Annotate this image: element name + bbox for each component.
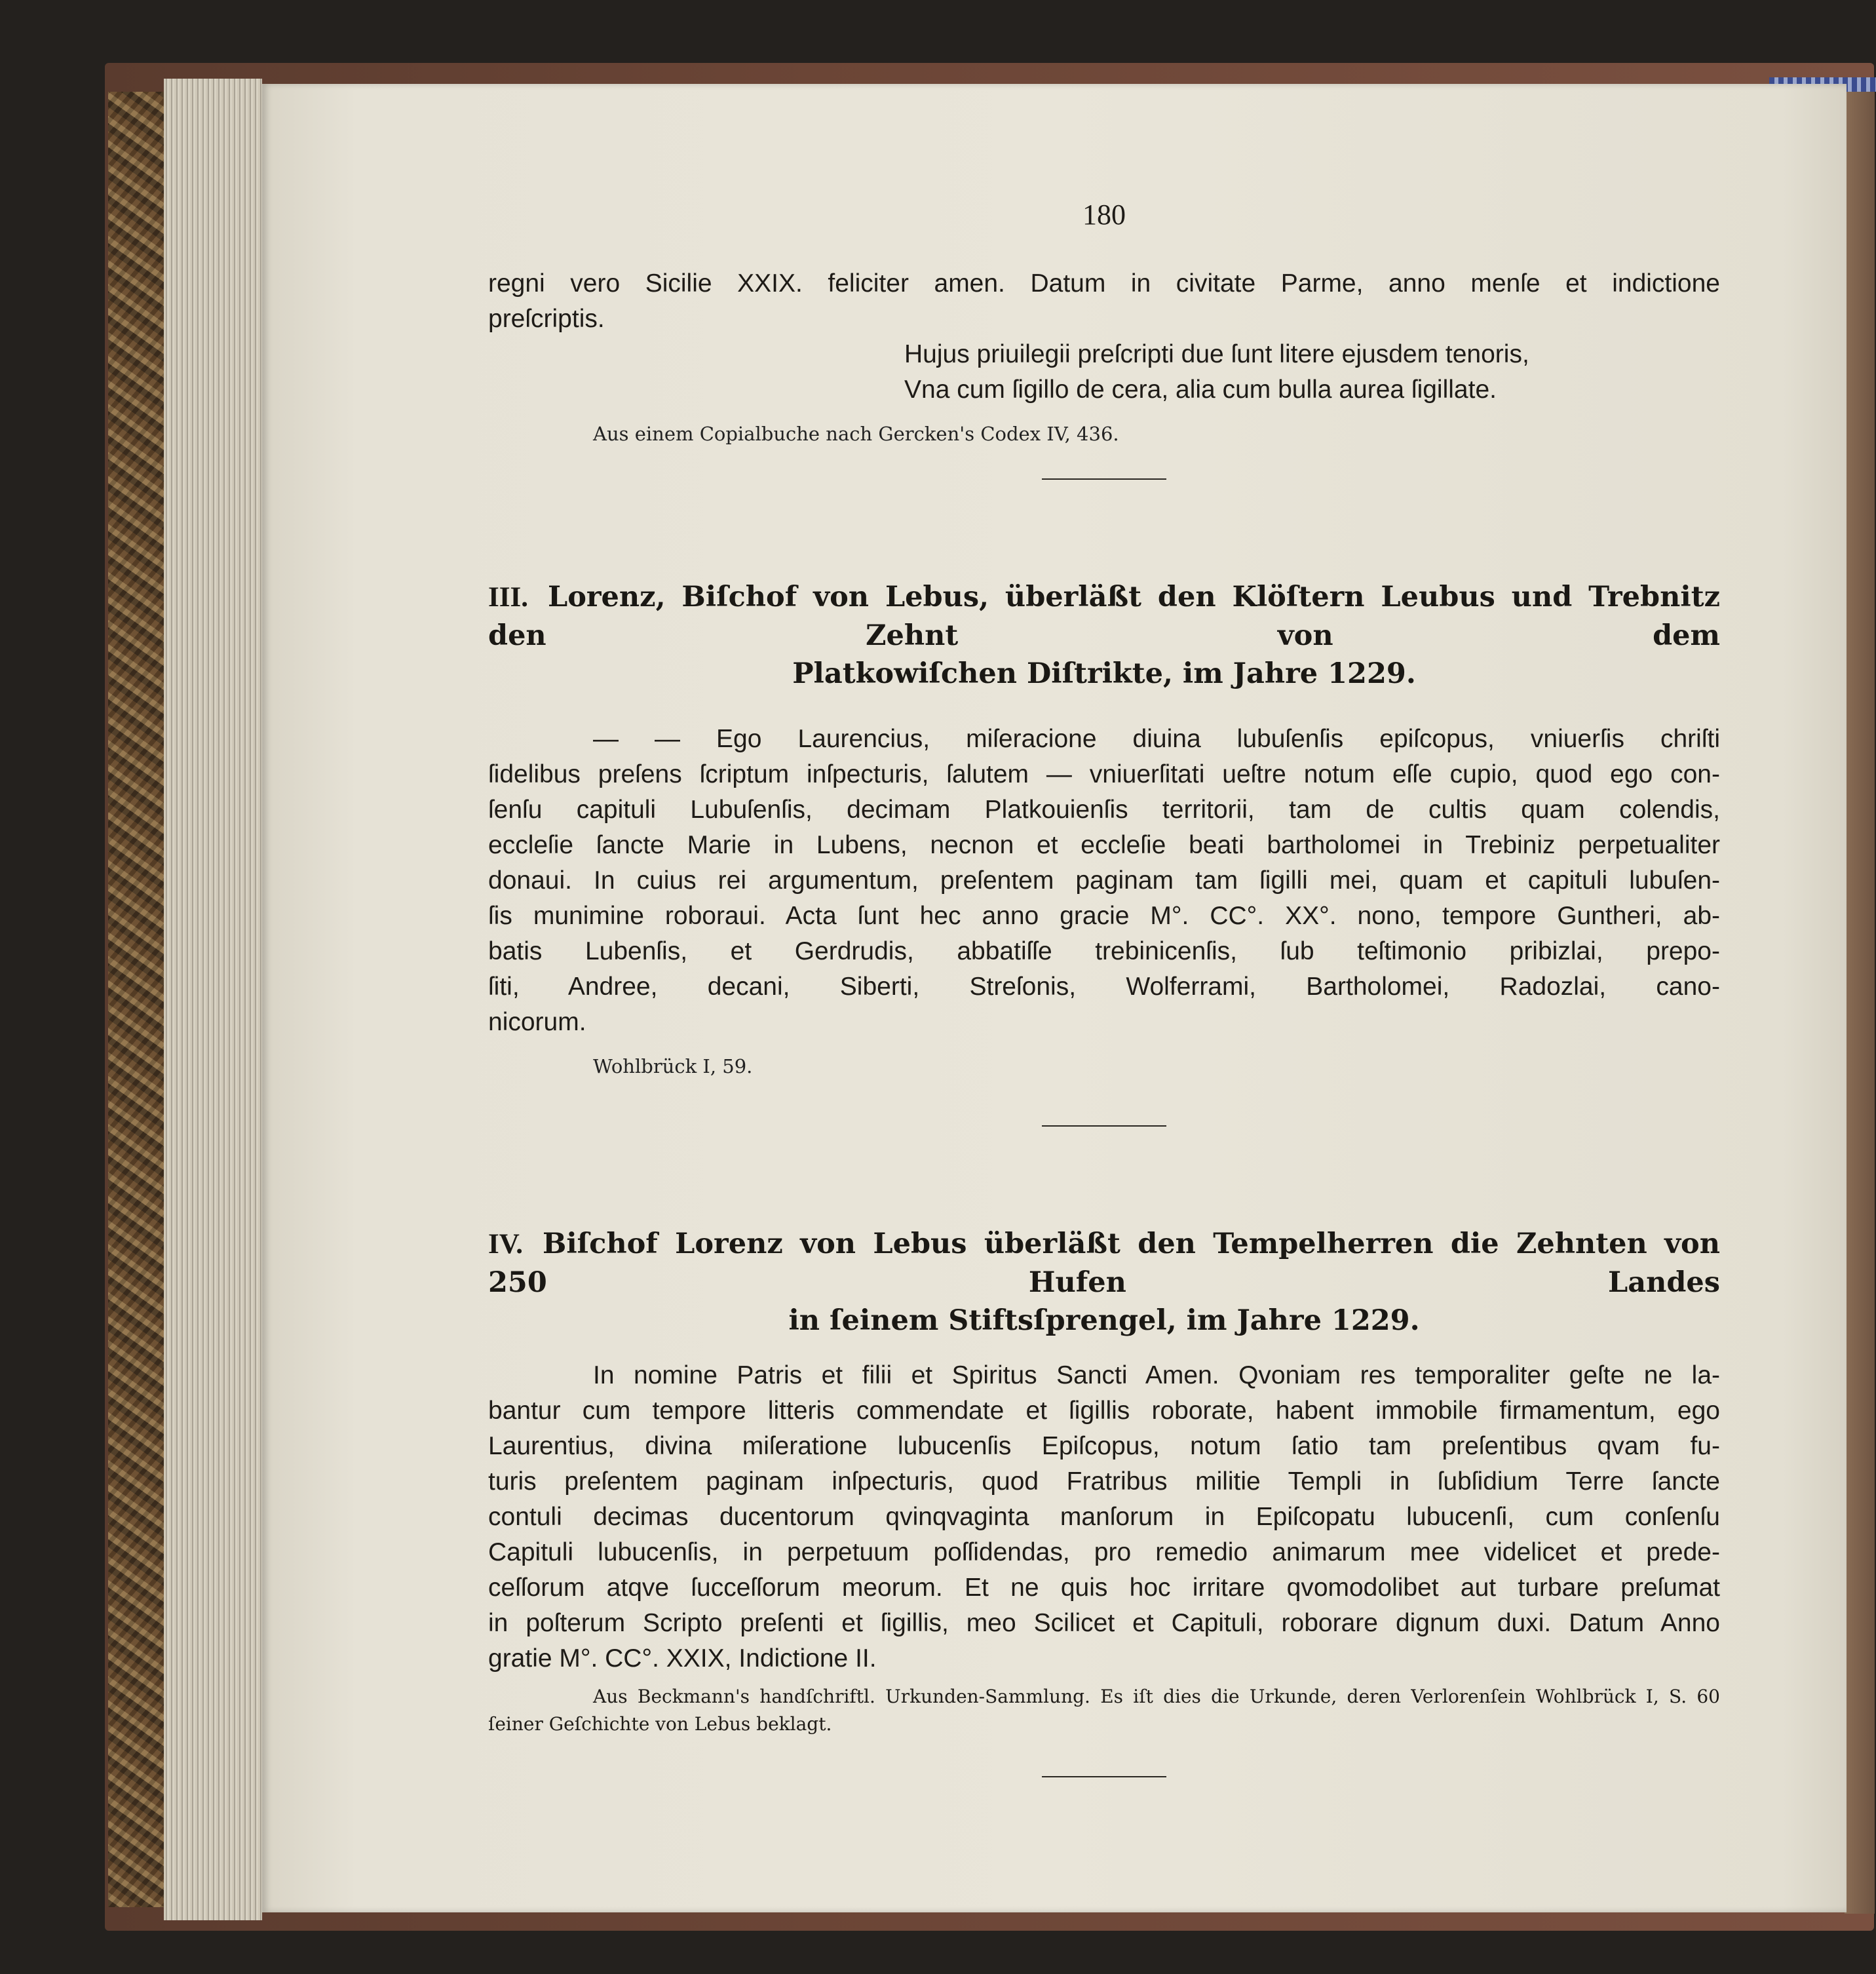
section-4-line: turis preſentem paginam inſpecturis, quod Fratribus militie Templi in ſubſidium Terre ſancte — [488, 1467, 1720, 1496]
intro-line-1: regni vero Sicilie XXIX. feliciter amen. Datum in civitate Parme, anno menſe et indictione — [488, 269, 1720, 298]
section-divider — [1042, 1776, 1166, 1777]
section-4-source-note-line-2: ſeiner Geſchichte von Lebus beklagt. — [488, 1713, 832, 1735]
cover-right-edge — [1845, 85, 1875, 1914]
section-4-number: IV. — [488, 1229, 523, 1260]
section-3-source-note: Wohlbrück I, 59. — [593, 1055, 753, 1077]
section-3-line: — — Ego Laurencius, miſeracione diuina lubuſenſis epiſcopus, vniuerſis chriſti — [593, 725, 1720, 753]
section-4-source-note-line-1: Aus Beckmann's handſchriftl. Urkunden-Sammlung. Es iſt dies die Urkunde, deren Verlorenſein Wohlbrück I, S. 60 — [593, 1686, 1720, 1707]
marbled-endpaper — [108, 92, 166, 1907]
section-4-line: ceſſorum atqve ſucceſſorum meorum. Et ne quis hoc irritare qvomodolibet aut turbare preſumat — [488, 1574, 1720, 1602]
book-page — [262, 84, 1847, 1912]
verse-line-1: Hujus priuilegii preſcripti due ſunt litere ejusdem tenoris, — [904, 340, 1529, 368]
intro-source-note: Aus einem Copialbuche nach Gercken's Codex IV, 436. — [593, 423, 1119, 445]
section-3-line: ſis munimine roboraui. Acta ſunt hec anno gracie M°. CC°. XX°. nono, tempore Guntheri, ab- — [488, 902, 1720, 930]
section-4-line: gratie M°. CC°. XXIX, Indictione II. — [488, 1644, 877, 1673]
section-4-line: Laurentius, divina miſeratione lubucenſis Epiſcopus, notum ſatio tam preſentibus qvam fu- — [488, 1432, 1720, 1460]
section-3-body — [488, 722, 1720, 1040]
section-4-line: in poſterum Scripto preſenti et ſigillis, meo Scilicet et Capituli, roborare dignum duxi. Datum Anno — [488, 1609, 1720, 1637]
page-content — [488, 195, 1720, 1777]
section-4-heading — [488, 1225, 1720, 1340]
section-3-line: donaui. In cuius rei argumentum, preſentem paginam tam ſigilli mei, quam et capituli lubuſen- — [488, 866, 1720, 895]
section-3-line: nicorum. — [488, 1008, 586, 1036]
section-4-body — [488, 1358, 1720, 1676]
page-number: 180 — [1082, 199, 1126, 231]
section-3-heading-line-1: Lorenz, Biſchof von Lebus, überläßt den Klöſtern Leubus und Trebnitz den Zehnt von dem — [488, 581, 1720, 652]
section-3-line: batis Lubenſis, et Gerdrudis, abbatiſſe trebinicenſis, ſub teſtimonio pribizlai, prepo- — [488, 937, 1720, 965]
intro-line-2: preſcriptis. — [488, 305, 605, 333]
section-4-line: In nomine Patris et filii et Spiritus Sancti Amen. Qvoniam res temporaliter geſte ne la- — [593, 1361, 1720, 1389]
section-4-line: contuli decimas ducentorum qvinqvaginta manſorum in Epiſcopatu lubucenſi, cum conſenſu — [488, 1503, 1720, 1531]
section-4-line: bantur cum tempore litteris commendate et ſigillis roborate, habent immobile firmamentum, ego — [488, 1397, 1720, 1425]
section-3-number: III. — [488, 582, 528, 613]
section-3-line: eccleſie ſancte Marie in Lubens, necnon et eccleſie beati bartholomei in Trebiniz perpetualiter — [488, 831, 1720, 859]
page-stack-edge — [164, 79, 262, 1920]
section-4-heading-line-2: in ſeinem Stiftsſprengel, im Jahre 1229. — [788, 1304, 1420, 1337]
section-3-line: ſidelibus preſens ſcriptum inſpecturis, ſalutem — vniuerſitati ueſtre notum eſſe cupio, quod ego con- — [488, 760, 1720, 788]
verse-line-2: Vna cum ſigillo de cera, alia cum bulla aurea ſigillate. — [904, 376, 1497, 404]
section-3-line: ſiti, Andree, decani, Siberti, Streſonis, Wolferrami, Bartholomei, Radozlai, cano- — [488, 973, 1720, 1001]
section-4-heading-line-1: Biſchof Lorenz von Lebus überläßt den Tempelherren die Zehnten von 250 Hufen Landes — [488, 1228, 1720, 1299]
section-3-line: ſenſu capituli Lubuſenſis, decimam Platkouienſis territorii, tam de cultis quam colendis, — [488, 796, 1720, 824]
section-4-line: Capituli lubucenſis, in perpetuum poſſidendas, pro remedio animarum mee videlicet et prede- — [488, 1538, 1720, 1566]
section-3-heading — [488, 578, 1720, 693]
section-3-heading-line-2: Platkowiſchen Diſtrikte, im Jahre 1229. — [792, 657, 1416, 690]
